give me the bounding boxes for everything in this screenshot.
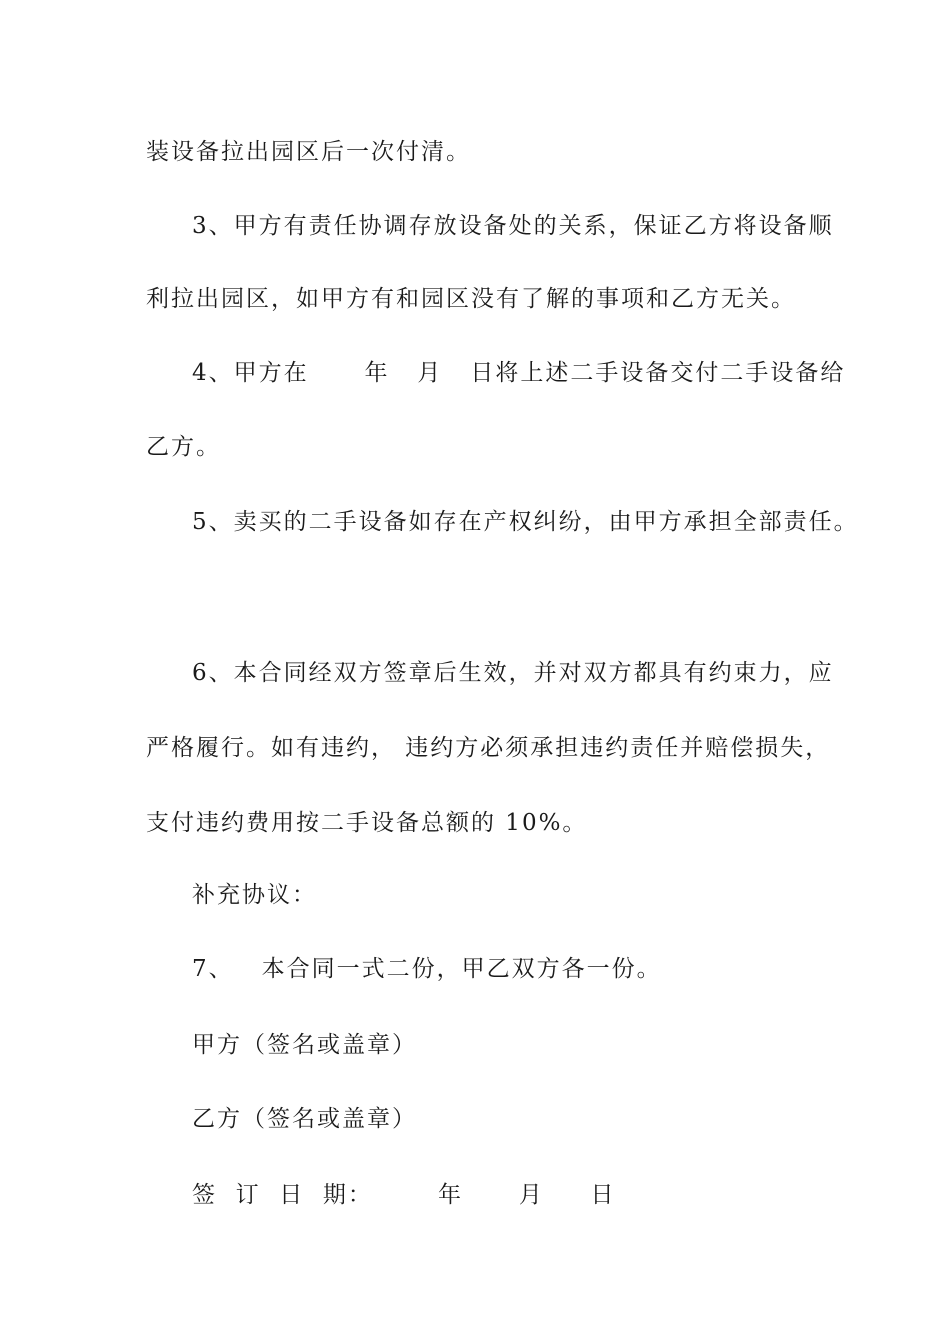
clause-6-line-1: 6、本合同经双方签章后生效，并对双方都具有约束力，应 <box>192 660 834 686</box>
clause-4-line-1: 4、甲方在 年 月 日将上述二手设备交付二手设备给 <box>192 360 846 386</box>
clause-4-line-2: 乙方。 <box>146 434 221 460</box>
clause-7: 7、 本合同一式二份，甲乙双方各一份。 <box>192 956 662 982</box>
signing-date: 签 订 日 期： 年 月 日 <box>192 1182 616 1208</box>
clause-6-line-2: 严格履行。如有违约， 违约方必须承担违约责任并赔偿损失， <box>146 735 831 761</box>
paragraph-line: 装设备拉出园区后一次付清。 <box>146 139 471 165</box>
supplementary-heading: 补充协议： <box>192 882 317 908</box>
clause-3-line-2: 利拉出园区，如甲方有和园区没有了解的事项和乙方无关。 <box>146 286 796 312</box>
party-b-signature: 乙方（签名或盖章） <box>192 1106 417 1132</box>
clause-5: 5、卖买的二手设备如存在产权纠纷，由甲方承担全部责任。 <box>192 509 859 535</box>
clause-3-line-1: 3、甲方有责任协调存放设备处的关系，保证乙方将设备顺 <box>192 213 834 239</box>
party-a-signature: 甲方（签名或盖章） <box>192 1032 417 1058</box>
clause-6-line-3: 支付违约费用按二手设备总额的 10%。 <box>146 810 588 836</box>
